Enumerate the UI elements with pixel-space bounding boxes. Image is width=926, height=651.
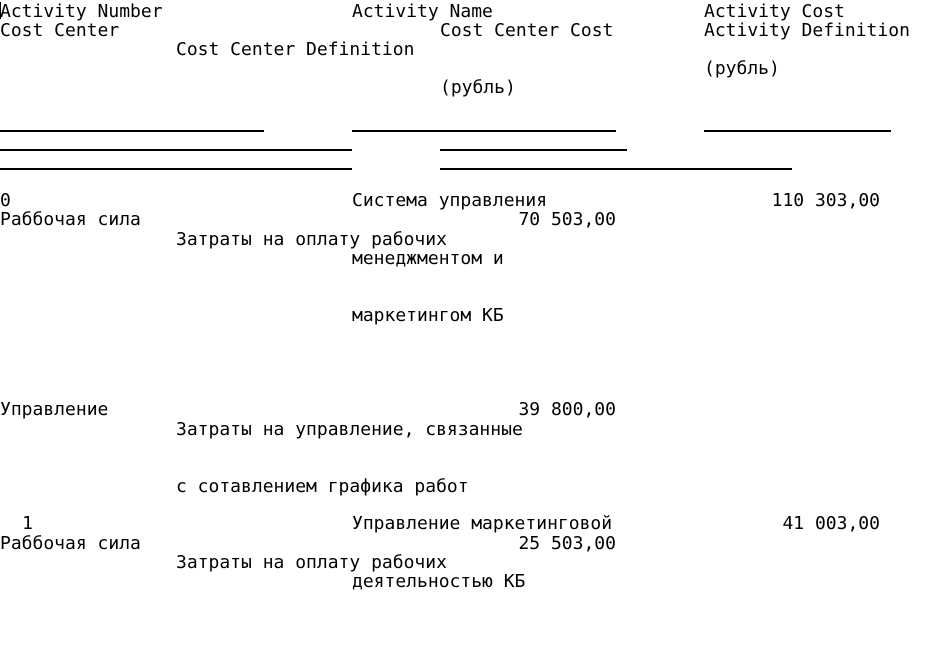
header-activity-number: Activity Number (0, 1, 163, 22)
underline-activity-number (0, 130, 264, 132)
header-cost-center: Cost Center (0, 20, 120, 41)
header-cost-center-definition: Cost Center Definition (176, 39, 415, 60)
cost-center-definition: Затраты на управление, связанные (176, 419, 523, 440)
header-activity-cost: Activity Cost (704, 1, 845, 22)
cost-center-cost: 70 503,00 (518, 209, 616, 230)
underline-activity-cost (704, 130, 891, 132)
header-activity-cost-unit: (рубль) (704, 58, 780, 79)
cost-center-definition: Затраты на оплату рабочих (176, 229, 447, 250)
underline-cost-center (0, 149, 352, 151)
underline-cost-center-cost (440, 149, 627, 151)
cost-center-cost: 25 503,00 (518, 533, 616, 554)
activity-cost: 110 303,00 (771, 190, 880, 211)
underline-activity-definition (440, 168, 792, 170)
cost-center-name: Раббочая сила (0, 533, 141, 554)
activity-name-line2: менеджментом и (352, 248, 504, 269)
cost-center-definition-line2: с сотавлением графика работ (176, 476, 469, 497)
cost-center-name: Управление (0, 399, 109, 420)
activity-name: Система управления (352, 190, 548, 211)
activity-number: 1 (22, 513, 33, 534)
activity-number: 0 (0, 190, 11, 211)
header-activity-name: Activity Name (352, 1, 493, 22)
underline-activity-name (352, 130, 616, 132)
underline-cost-center-definition (0, 168, 352, 170)
activity-cost: 41 003,00 (782, 513, 880, 534)
cost-center-definition: Затраты на оплату рабочих (176, 552, 447, 573)
header-cost-center-cost-unit: (рубль) (440, 77, 516, 98)
cost-center-cost: 39 800,00 (518, 399, 616, 420)
cost-center-name: Раббочая сила (0, 209, 141, 230)
activity-name: Управление маркетинговой (352, 513, 613, 534)
activity-name-line2: деятельностью КБ (352, 571, 526, 592)
activity-name-line3: маркетингом КБ (352, 305, 504, 326)
header-cost-center-cost: Cost Center Cost (440, 20, 614, 41)
header-activity-definition: Activity Definition (704, 20, 910, 41)
